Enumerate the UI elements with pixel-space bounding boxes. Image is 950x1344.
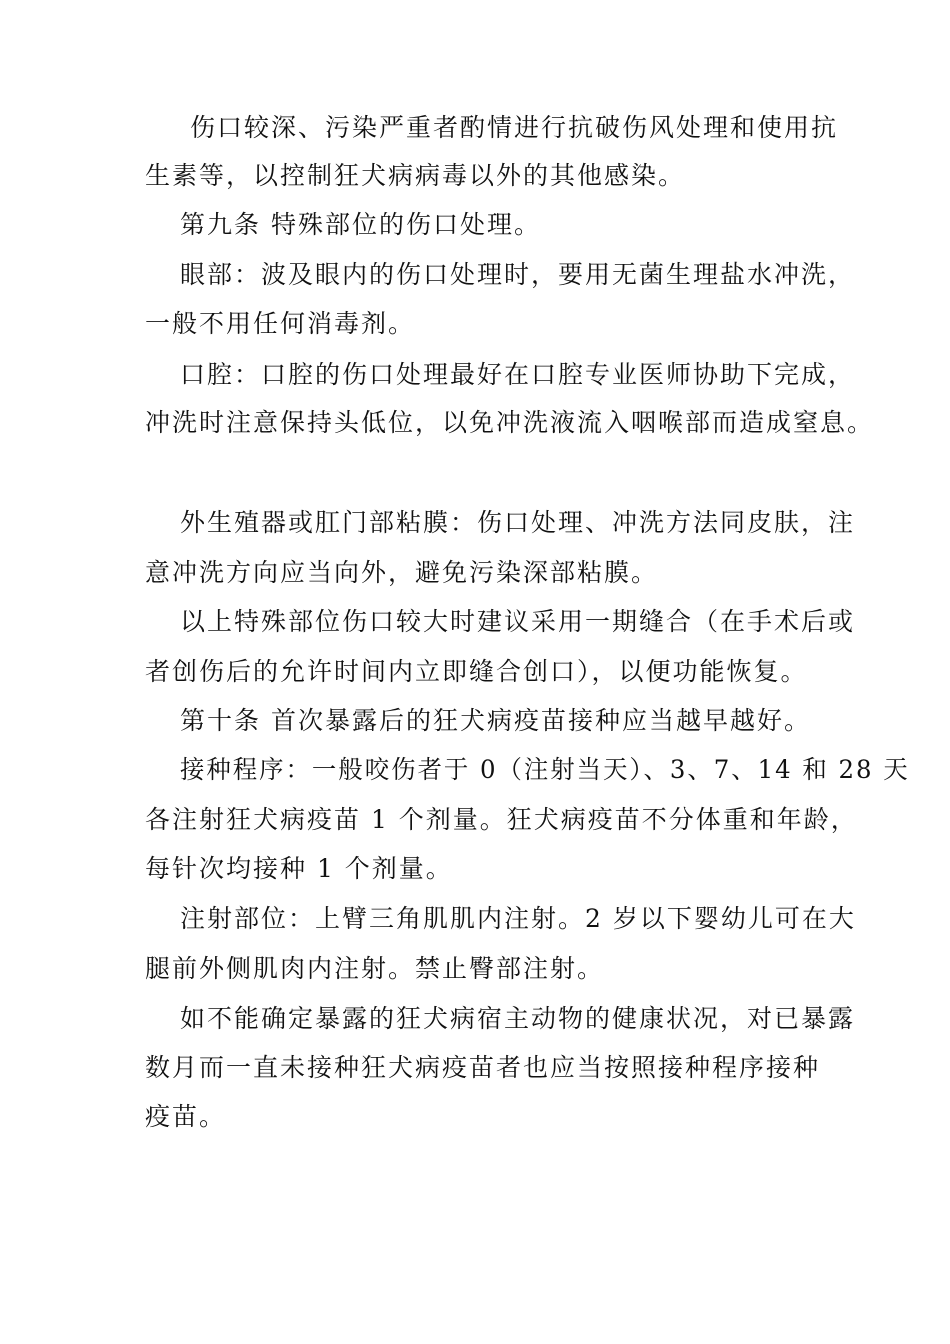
paragraph-line [0, 995, 950, 1043]
text-line: 伤口较深、污染严重者酌情进行抗破伤风处理和使用抗 [190, 113, 839, 142]
text-line: 接种程序：一般咬伤者于 0（注射当天）、3、7、14 和 28 天 [180, 755, 910, 784]
paragraph-line [0, 945, 950, 993]
text-line: 冲洗时注意保持头低位，以免冲洗液流入咽喉部而造成窒息。 [145, 408, 875, 437]
paragraph-line [0, 648, 950, 696]
text-line: 各注射狂犬病疫苗 1 个剂量。狂犬病疫苗不分体重和年龄， [145, 805, 858, 834]
paragraph-line [0, 300, 950, 348]
paragraph-line [0, 796, 950, 844]
text-line: 以上特殊部位伤口较大时建议采用一期缝合（在手术后或 [180, 607, 856, 636]
text-line: 第十条 首次暴露后的狂犬病疫苗接种应当越早越好。 [180, 706, 811, 735]
paragraph-line [0, 549, 950, 597]
paragraph-line [0, 399, 950, 447]
text-line: 疫苗。 [145, 1102, 227, 1131]
paragraph-line [0, 895, 950, 943]
paragraph-line [0, 499, 950, 547]
text-line: 第九条 特殊部位的伤口处理。 [180, 210, 541, 239]
text-line: 如不能确定暴露的狂犬病宿主动物的健康状况，对已暴露 [180, 1004, 856, 1033]
section-heading [0, 201, 950, 249]
text-line: 每针次均接种 1 个剂量。 [145, 854, 453, 883]
text-line: 眼部：波及眼内的伤口处理时，要用无菌生理盐水冲洗， [180, 260, 856, 289]
text-line: 数月而一直未接种狂犬病疫苗者也应当按照接种程序接种 [145, 1053, 821, 1082]
paragraph-line [0, 598, 950, 646]
text-line: 者创伤后的允许时间内立即缝合创口），以便功能恢复。 [145, 657, 808, 686]
text-line: 生素等，以控制狂犬病病毒以外的其他感染。 [145, 161, 686, 190]
paragraph-line [0, 351, 950, 399]
paragraph-line [0, 251, 950, 299]
paragraph-line [0, 1044, 950, 1092]
paragraph-line [0, 1093, 950, 1141]
text-line: 意冲洗方向应当向外，避免污染深部粘膜。 [145, 558, 659, 587]
text-line: 外生殖器或肛门部粘膜：伤口处理、冲洗方法同皮肤，注 [180, 508, 856, 537]
paragraph-line [0, 845, 950, 893]
text-line: 腿前外侧肌肉内注射。禁止臀部注射。 [145, 954, 605, 983]
paragraph-line [0, 746, 950, 794]
text-line: 注射部位：上臂三角肌肌内注射。2 岁以下婴幼儿可在大 [180, 904, 856, 933]
text-line: 一般不用任何消毒剂。 [145, 309, 416, 338]
paragraph-line [0, 152, 950, 200]
section-heading [0, 697, 950, 745]
text-line: 口腔：口腔的伤口处理最好在口腔专业医师协助下完成， [180, 360, 856, 389]
paragraph-line [0, 104, 950, 152]
